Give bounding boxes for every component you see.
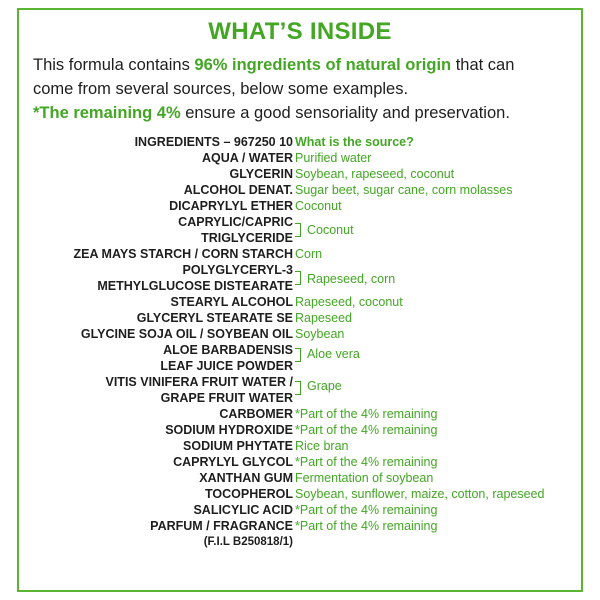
ingredient-source: *Part of the 4% remaining <box>295 519 438 533</box>
ingredient-row <box>19 310 585 326</box>
formula-code-row <box>19 534 585 550</box>
intro-text-part: that can <box>451 56 515 74</box>
ingredient-name: XANTHAN GUM <box>199 471 293 485</box>
ingredient-row <box>19 246 585 262</box>
ingredient-name: TOCOPHEROL <box>205 487 293 501</box>
ingredient-name: POLYGLYCERYL-3 <box>182 263 293 277</box>
ingredient-name: LEAF JUICE POWDER <box>160 359 293 373</box>
intro-text <box>33 53 573 125</box>
ingredient-source: Rapeseed <box>295 311 352 325</box>
ingredient-row <box>19 518 585 534</box>
intro-line-1 <box>33 53 573 77</box>
ingredient-row <box>19 182 585 198</box>
ingredient-name: GRAPE FRUIT WATER <box>160 391 293 405</box>
ingredient-source: Rapeseed, coconut <box>295 295 403 309</box>
ingredient-name: TRIGLYCERIDE <box>201 231 293 245</box>
ingredient-name: GLYCINE SOJA OIL / SOYBEAN OIL <box>80 327 293 341</box>
ingredient-source: Fermentation of soybean <box>295 471 434 485</box>
ingredient-row-line-2 <box>19 358 585 374</box>
ingredient-name: GLYCERIN <box>229 167 293 181</box>
ingredient-row <box>19 198 585 214</box>
group-bracket <box>295 381 301 395</box>
formula-code: (F.I.L B250818/1) <box>203 536 293 548</box>
ingredient-name: STEARYL ALCOHOL <box>170 295 293 309</box>
ingredient-row-line-2 <box>19 278 585 294</box>
ingredient-source: *Part of the 4% remaining <box>295 503 438 517</box>
intro-text-part: This formula contains <box>33 56 195 74</box>
intro-highlight: 96% ingredients of natural origin <box>194 56 452 74</box>
page-title: WHAT’S INSIDE <box>208 18 392 45</box>
ingredient-row-line-1 <box>19 262 585 278</box>
intro-text-part: ensure a good sensoriality and preservation. <box>180 104 510 122</box>
ingredient-source: Purified water <box>295 151 372 165</box>
ingredient-name: METHYLGLUCOSE DISTEARATE <box>97 279 293 293</box>
ingredients-header-label: INGREDIENTS – 967250 10 <box>134 135 293 149</box>
ingredient-row <box>19 454 585 470</box>
ingredient-source: Soybean <box>295 327 345 341</box>
ingredient-name: CAPRYLIC/CAPRIC <box>178 215 293 229</box>
ingredient-name: ALCOHOL DENAT. <box>183 183 293 197</box>
ingredients-card <box>17 8 583 592</box>
ingredient-source: *Part of the 4% remaining <box>295 423 438 437</box>
ingredient-row-line-1 <box>19 374 585 390</box>
ingredient-name: GLYCERYL STEARATE SE <box>136 311 293 325</box>
intro-line-3 <box>33 101 573 125</box>
intro-line-2: come from several sources, below some examples. <box>33 80 409 98</box>
ingredient-row <box>19 438 585 454</box>
group-bracket <box>295 223 301 237</box>
ingredient-row <box>19 166 585 182</box>
ingredient-row <box>19 486 585 502</box>
ingredient-row <box>19 422 585 438</box>
ingredient-name: VITIS VINIFERA FRUIT WATER / <box>105 375 293 389</box>
ingredient-source: Coconut <box>307 223 354 237</box>
ingredient-source: Coconut <box>295 199 342 213</box>
ingredient-source: Aloe vera <box>307 347 360 361</box>
group-bracket <box>295 271 301 285</box>
source-header-label: What is the source? <box>295 135 414 149</box>
ingredient-row <box>19 406 585 422</box>
ingredient-name: SALICYLIC ACID <box>193 503 293 517</box>
ingredient-name: SODIUM HYDROXIDE <box>165 423 293 437</box>
ingredient-name: SODIUM PHYTATE <box>183 439 293 453</box>
ingredient-row <box>19 326 585 342</box>
ingredient-name: ALOE BARBADENSIS <box>163 343 293 357</box>
ingredient-name: DICAPRYLYL ETHER <box>169 199 293 213</box>
ingredients-header-row <box>19 134 585 150</box>
ingredient-name: PARFUM / FRAGRANCE <box>150 519 293 533</box>
ingredient-source: *Part of the 4% remaining <box>295 407 438 421</box>
ingredient-row-line-1 <box>19 342 585 358</box>
ingredient-source: Soybean, rapeseed, coconut <box>295 167 455 181</box>
ingredient-source: *Part of the 4% remaining <box>295 455 438 469</box>
ingredient-source: Rice bran <box>295 439 349 453</box>
ingredient-source: Grape <box>307 379 342 393</box>
ingredient-row-line-2 <box>19 390 585 406</box>
ingredient-source: Rapeseed, corn <box>307 272 396 286</box>
ingredient-name: CAPRYLYL GLYCOL <box>173 455 293 469</box>
ingredient-row <box>19 502 585 518</box>
ingredient-name: ZEA MAYS STARCH / CORN STARCH <box>73 247 293 261</box>
group-bracket <box>295 348 301 362</box>
ingredient-row-line-1 <box>19 214 585 230</box>
ingredient-source: Soybean, sunflower, maize, cotton, rapeseed <box>295 487 545 501</box>
ingredient-row <box>19 294 585 310</box>
ingredient-row <box>19 470 585 486</box>
ingredient-row-line-2 <box>19 230 585 246</box>
ingredient-source: Sugar beet, sugar cane, corn molasses <box>295 183 513 197</box>
ingredient-source: Corn <box>295 247 323 261</box>
remaining-highlight: *The remaining 4% <box>33 104 181 122</box>
ingredient-row <box>19 150 585 166</box>
ingredient-name: AQUA / WATER <box>202 151 293 165</box>
ingredient-name: CARBOMER <box>219 407 293 421</box>
